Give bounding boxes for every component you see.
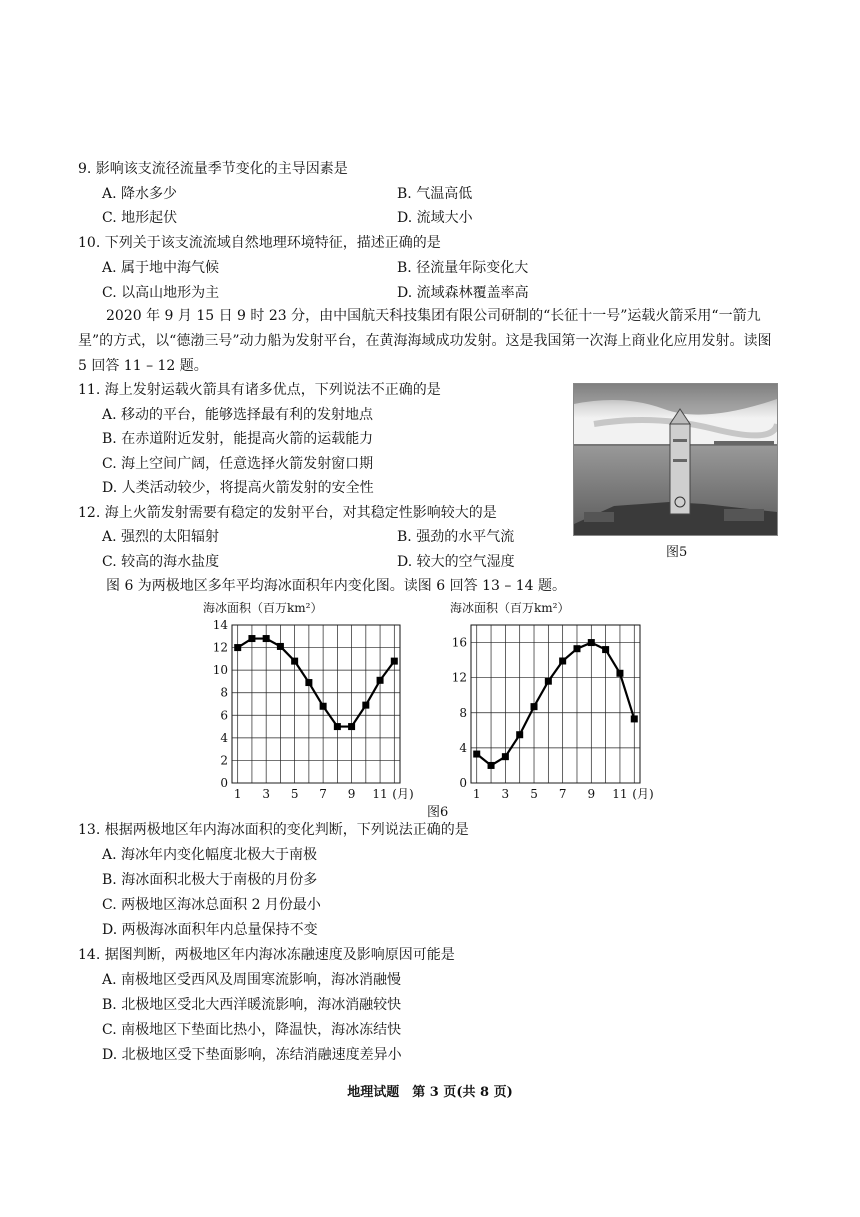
chart-series-line xyxy=(238,639,395,727)
chart-xunit-label: (月) xyxy=(632,787,654,801)
q13-option-b: B. 海冰面积北极大于南极的月份多 xyxy=(102,872,318,888)
rocket-launch-ship-image xyxy=(574,384,777,535)
chart-xtick-label: 7 xyxy=(558,787,567,801)
q13-option-d: D. 两极海冰面积年内总量保持不变 xyxy=(102,922,318,938)
chart-xtick-label: 1 xyxy=(233,787,242,801)
chart-frame xyxy=(232,625,400,783)
chart-point xyxy=(348,723,355,730)
q12-option-b: B. 强劲的水平气流 xyxy=(397,529,515,545)
chart-xtick-label: 5 xyxy=(530,787,538,801)
chart-series-line xyxy=(477,643,635,766)
q13-stem: 13. 根据两极地区年内海冰面积的变化判断，下列说法正确的是 xyxy=(78,822,469,838)
chart-sea-ice-left xyxy=(195,598,435,803)
chart-xtick-label: 3 xyxy=(501,787,510,801)
q13-option-c: C. 两极地区海冰总面积 2 月份最小 xyxy=(102,897,321,913)
chart-point xyxy=(631,715,638,722)
chart-ytick-label: 12 xyxy=(212,640,228,655)
q12-option-a: A. 强烈的太阳辐射 xyxy=(102,529,220,545)
q11-option-d: D. 人类活动较少，将提高火箭发射的安全性 xyxy=(102,480,374,496)
chart-point xyxy=(559,657,566,664)
chart-point xyxy=(588,639,595,646)
q9-stem: 9. 影响该支流径流量季节变化的主导因素是 xyxy=(78,161,348,177)
chart-ylabel: 海冰面积（百万km²） xyxy=(203,601,323,615)
chart-ylabel: 海冰面积（百万km²） xyxy=(450,601,570,615)
chart-ytick-label: 12 xyxy=(451,670,467,685)
chart-ytick-label: 8 xyxy=(459,705,467,720)
chart-ytick-label: 0 xyxy=(459,776,467,790)
chart-xtick-label: 9 xyxy=(347,787,356,801)
chart-point xyxy=(502,753,509,760)
chart-xunit-label: (月) xyxy=(392,787,414,801)
material-rocket-launch: 2020 年 9 月 15 日 9 时 23 分，由中国航天科技集团有限公司研制的“长征十一号”运载火箭采用“一箭九星”的方式，以“德渤三号”动力船为发射平台，在黄海海域成功发射。这是我国第一次海上商业化应用发射。读图 5 回答 11 – 12 题。 xyxy=(78,308,772,374)
figure-5-photo xyxy=(573,383,778,536)
chart-point xyxy=(377,677,384,684)
chart-point xyxy=(516,731,523,738)
q13-option-a: A. 海冰年内变化幅度北极大于南极 xyxy=(102,847,318,863)
q11-stem: 11. 海上发射运载火箭具有诸多优点，下列说法不正确的是 xyxy=(78,382,441,398)
chart-sea-ice-right xyxy=(440,598,665,803)
chart-xtick-label: 11 xyxy=(372,787,388,801)
chart-ytick-label: 4 xyxy=(459,740,467,755)
chart-point xyxy=(320,703,327,710)
chart-point xyxy=(362,702,369,709)
chart-point xyxy=(488,762,495,769)
q10-option-d: D. 流域森林覆盖率高 xyxy=(397,285,529,301)
q12-option-d: D. 较大的空气湿度 xyxy=(397,554,515,570)
q14-option-c: C. 南极地区下垫面比热小，降温快，海冰冻结快 xyxy=(102,1022,402,1038)
chart-frame xyxy=(471,625,640,783)
chart-point xyxy=(291,658,298,665)
chart-xtick-label: 1 xyxy=(472,787,481,801)
q10-option-b: B. 径流量年际变化大 xyxy=(397,260,529,276)
chart-point xyxy=(248,635,255,642)
chart-point xyxy=(334,723,341,730)
chart-xtick-label: 9 xyxy=(587,787,596,801)
q9-option-b: B. 气温高低 xyxy=(397,186,473,202)
q9-option-a: A. 降水多少 xyxy=(102,186,178,202)
chart-point xyxy=(616,670,623,677)
figure-5-caption: 图5 xyxy=(666,545,688,560)
chart-ytick-label: 2 xyxy=(220,753,228,768)
chart-ytick-label: 6 xyxy=(220,708,228,723)
q10-option-c: C. 以高山地形为主 xyxy=(102,285,220,301)
chart-point xyxy=(545,678,552,685)
chart-xtick-label: 5 xyxy=(290,787,299,801)
chart-point xyxy=(277,643,284,650)
chart-ytick-label: 4 xyxy=(220,730,228,745)
figure-6-caption: 图6 xyxy=(427,805,449,820)
material-sea-ice: 图 6 为两极地区多年平均海冰面积年内变化图。读图 6 回答 13 – 14 题。 xyxy=(106,578,567,594)
q12-stem: 12. 海上火箭发射需要有稳定的发射平台，对其稳定性影响较大的是 xyxy=(78,505,497,521)
chart-ytick-label: 10 xyxy=(212,663,228,678)
chart-ytick-label: 14 xyxy=(212,618,228,632)
q14-stem: 14. 据图判断，两极地区年内海冰冻融速度及影响原因可能是 xyxy=(78,947,455,963)
chart-point xyxy=(305,679,312,686)
q14-option-a: A. 南极地区受西风及周围寒流影响，海冰消融慢 xyxy=(102,972,402,988)
q10-stem: 10. 下列关于该支流流域自然地理环境特征，描述正确的是 xyxy=(78,235,441,251)
chart-point xyxy=(573,645,580,652)
chart-ytick-label: 8 xyxy=(220,685,228,700)
q11-option-c: C. 海上空间广阔，任意选择火箭发射窗口期 xyxy=(102,456,374,472)
chart-xtick-label: 3 xyxy=(262,787,270,801)
q14-option-b: B. 北极地区受北大西洋暖流影响，海冰消融较快 xyxy=(102,997,402,1013)
q12-option-c: C. 较高的海水盐度 xyxy=(102,554,220,570)
chart-point xyxy=(531,703,538,710)
chart-ytick-label: 0 xyxy=(220,776,228,790)
q9-option-d: D. 流域大小 xyxy=(397,210,473,226)
chart-ytick-label: 16 xyxy=(451,635,467,650)
chart-point xyxy=(263,635,270,642)
page-footer: 地理试题 第 3 页(共 8 页) xyxy=(347,1085,513,1100)
q10-option-a: A. 属于地中海气候 xyxy=(102,260,220,276)
chart-point xyxy=(602,646,609,653)
q9-option-c: C. 地形起伏 xyxy=(102,210,178,226)
q14-option-d: D. 北极地区受下垫面影响，冻结消融速度差异小 xyxy=(102,1047,402,1063)
chart-point xyxy=(391,658,398,665)
chart-xtick-label: 7 xyxy=(319,787,327,801)
chart-xtick-label: 11 xyxy=(612,787,628,801)
q11-option-b: B. 在赤道附近发射，能提高火箭的运载能力 xyxy=(102,431,374,447)
chart-point xyxy=(234,644,241,651)
chart-point xyxy=(473,751,480,758)
q11-option-a: A. 移动的平台，能够选择最有利的发射地点 xyxy=(102,407,374,423)
